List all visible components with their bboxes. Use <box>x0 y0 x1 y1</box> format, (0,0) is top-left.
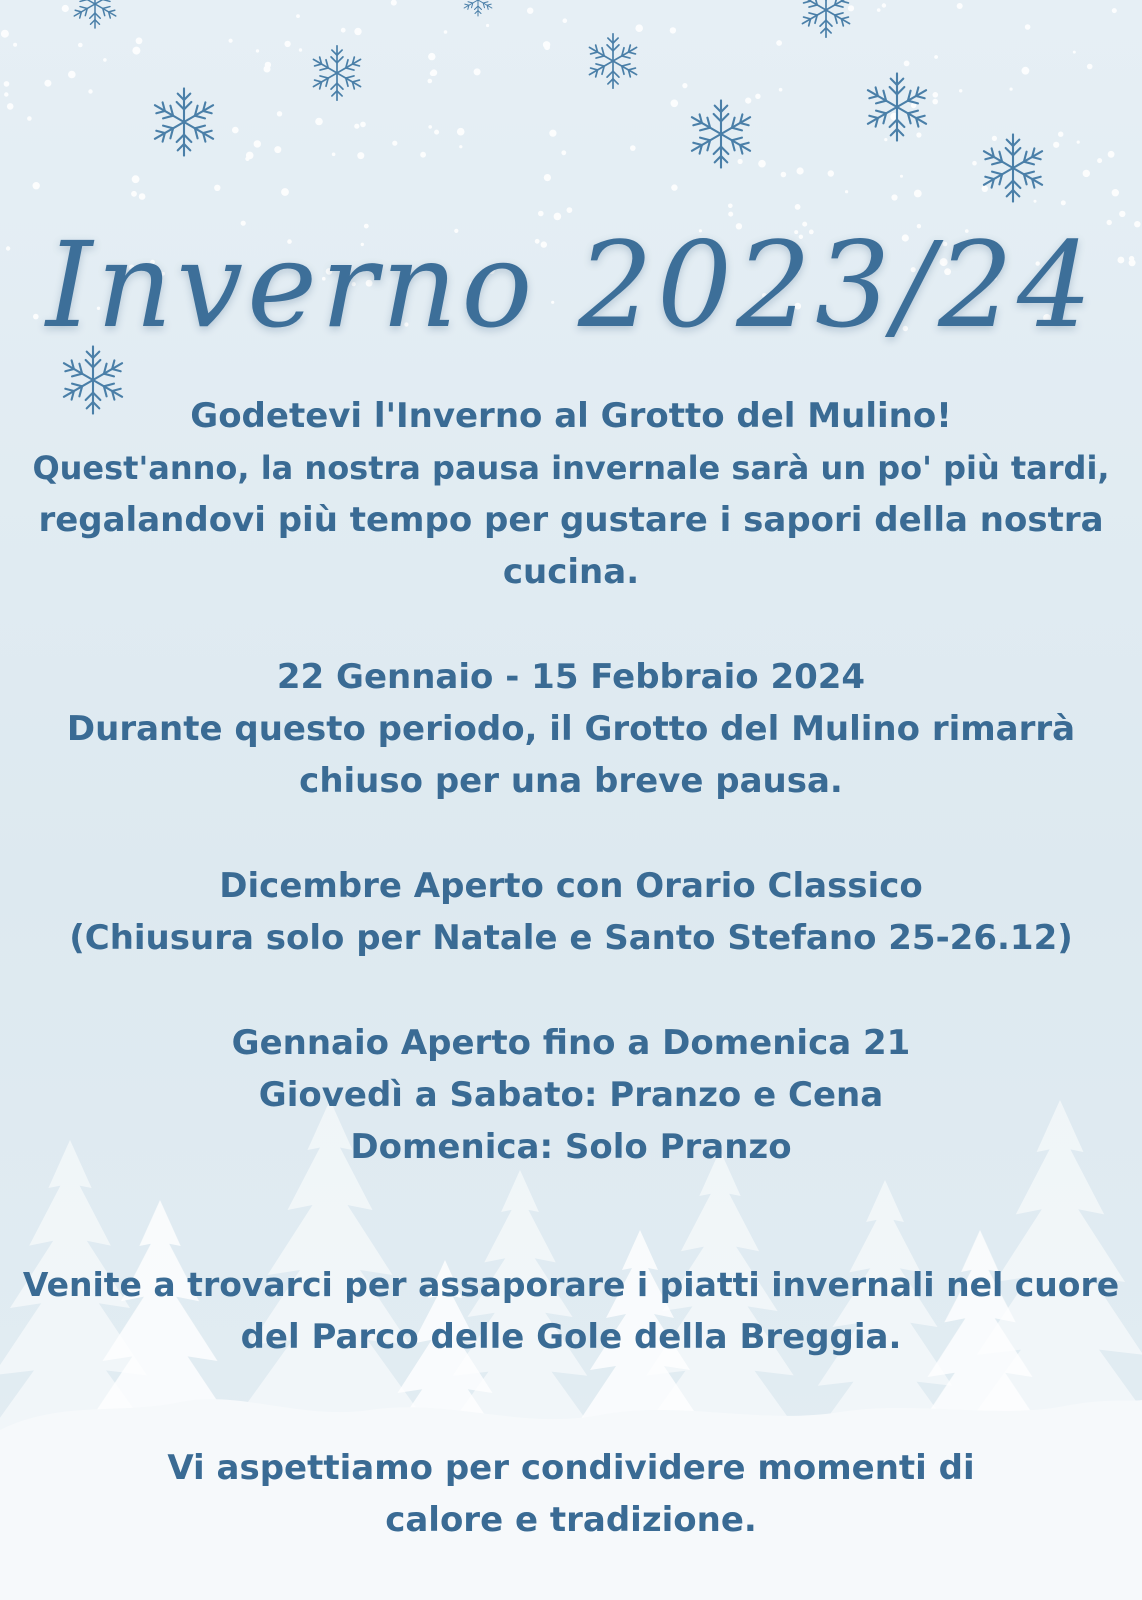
intro-line: regalandovi più tempo per gustare i sapori della nostra <box>38 500 1104 540</box>
december-paragraph <box>20 860 1122 964</box>
january-line: Gennaio Aperto fino a Domenica 21 <box>231 1023 911 1063</box>
invite-line: Venite a trovarci per assaporare i piatti invernali nel cuore <box>22 1265 1120 1304</box>
january-line: Giovedì a Sabato: Pranzo e Cena <box>258 1075 884 1115</box>
january-paragraph <box>20 1017 1122 1173</box>
closing-paragraph <box>20 1442 1122 1546</box>
december-line: (Chiusura solo per Natale e Santo Stefano 25-26.12) <box>69 918 1073 958</box>
invite-paragraph <box>20 1259 1122 1363</box>
intro-line: Godetevi l'Inverno al Grotto del Mulino! <box>190 396 952 436</box>
closure-line: Durante questo periodo, il Grotto del Mulino rimarrà <box>66 709 1076 749</box>
invite-line: del Parco delle Gole della Breggia. <box>240 1317 902 1357</box>
december-line: Dicembre Aperto con Orario Classico <box>219 866 923 906</box>
page-title: Inverno 2023/24 <box>45 216 1097 354</box>
closing-line: Vi aspettiamo per condividere momenti di <box>167 1448 975 1488</box>
intro-line: cucina. <box>502 552 640 592</box>
intro-line: Quest'anno, la nostra pausa invernale sarà un po' più tardi, <box>32 449 1110 487</box>
closure-paragraph <box>20 651 1122 807</box>
closing-line: calore e tradizione. <box>385 1500 757 1540</box>
intro-paragraph <box>20 390 1122 598</box>
closure-line: chiuso per una breve pausa. <box>299 761 843 801</box>
january-line: Domenica: Solo Pranzo <box>350 1127 792 1167</box>
closure-dates: 22 Gennaio - 15 Febbraio 2024 <box>276 657 866 697</box>
